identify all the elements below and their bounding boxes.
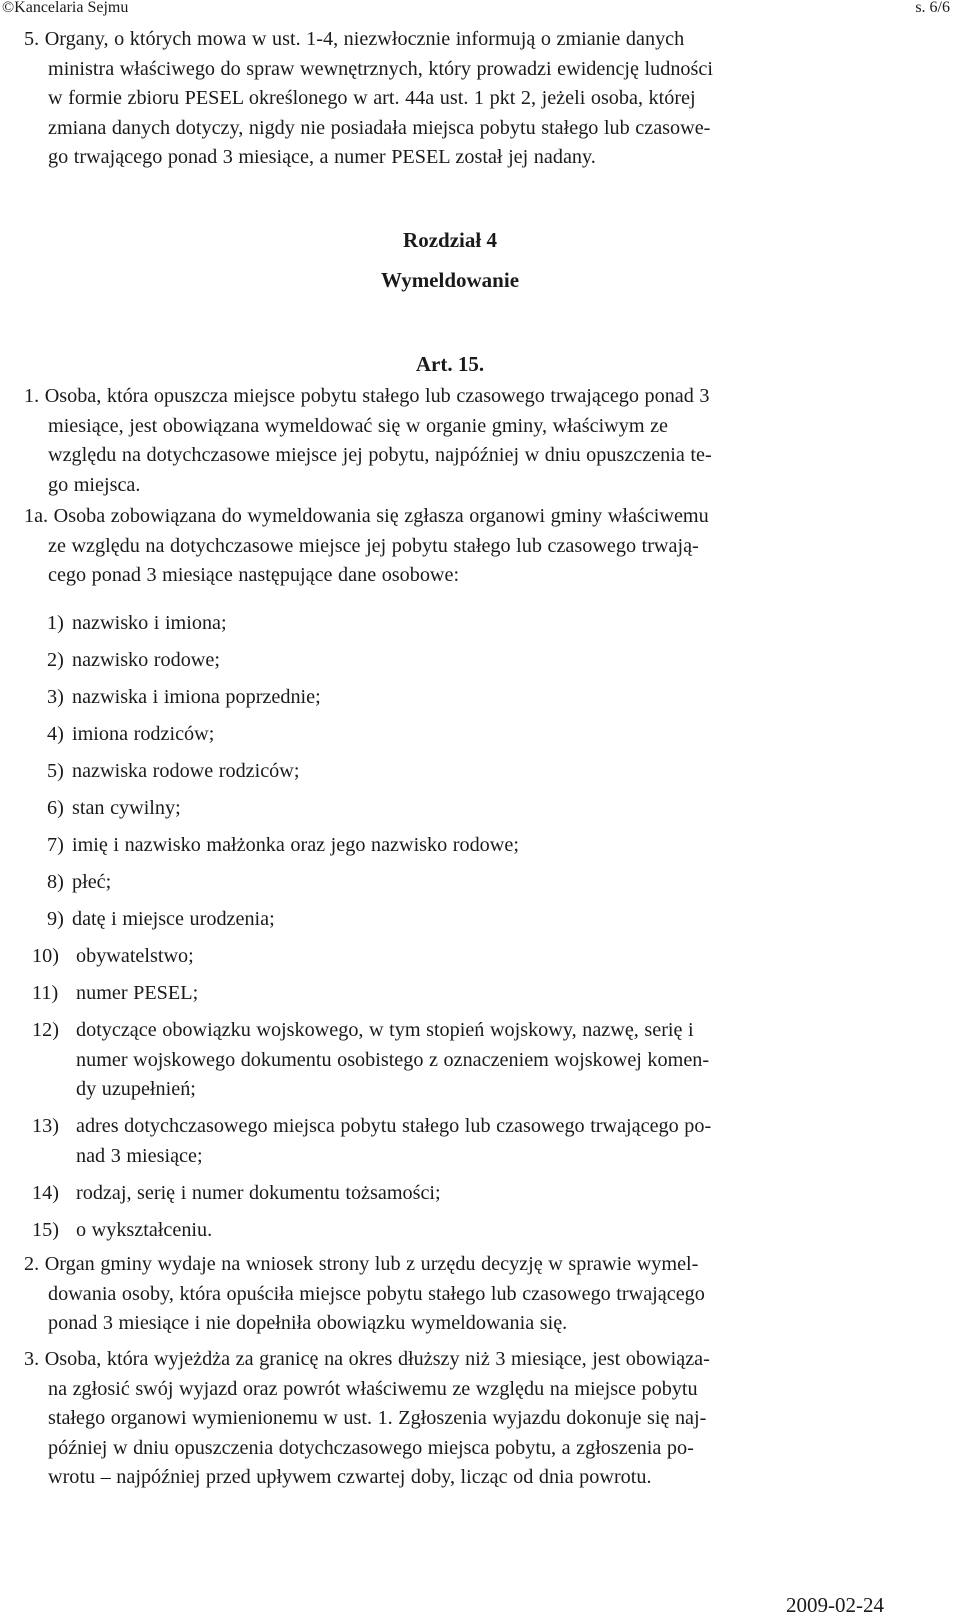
paragraph-5-line-1: 5. Organy, o których mowa w ust. 1-4, niezwłocznie informują o zmianie danych (24, 28, 685, 50)
list-item-text (72, 794, 181, 824)
list-item-line: stan cywilny; (72, 797, 181, 819)
paragraph-1 (24, 382, 884, 500)
list-item-number: 1) (47, 612, 64, 634)
list-item-line: numer wojskowego dokumentu osobistego z oznaczeniem wojskowej komen- (76, 1048, 710, 1071)
paragraph-3-line-2: na zgłosić swój wyjazd oraz powrót właściwemu ze względu na miejsce pobytu (48, 1377, 698, 1400)
list-item-number: 10) (32, 945, 59, 967)
list-item-line: nazwisko i imiona; (72, 612, 227, 634)
paragraph-1a-line-1: 1a. Osoba zobowiązana do wymeldowania się zgłasza organowi gminy właściwemu (24, 505, 709, 527)
list-item-text (76, 1112, 711, 1171)
list-item-number: 13) (32, 1115, 59, 1137)
list-item-text (72, 720, 214, 750)
list-item-line: numer PESEL; (76, 982, 199, 1004)
list-item-number: 14) (32, 1181, 59, 1204)
list-item-text (72, 831, 519, 861)
list-item-number: 5) (47, 760, 64, 782)
chapter-number: Rozdział 4 (403, 228, 497, 252)
list-item-number: 9) (47, 908, 64, 930)
list-item-line: nazwiska i imiona poprzednie; (72, 686, 321, 708)
list-item-text (72, 646, 220, 676)
list-item-number: 15) (32, 1218, 59, 1241)
paragraph-1a-line-3: cego ponad 3 miesiące następujące dane osobowe: (48, 564, 460, 586)
paragraph-3-line-5: wrotu – najpóźniej przed upływem czwartej doby, licząc od dnia powrotu. (48, 1466, 652, 1488)
paragraph-2-line-3: ponad 3 miesiące i nie dopełniła obowiązku wymeldowania się. (48, 1312, 568, 1334)
paragraph-1-line-3: względu na dotychczasowe miejsce jej pobytu, najpóźniej w dniu opuszczenia te- (48, 444, 712, 466)
page-number: s. 6/6 (915, 0, 950, 16)
paragraph-2-line-1: 2. Organ gminy wydaje na wniosek strony lub z urzędu decyzję w sprawie wymel- (24, 1253, 699, 1275)
list-item-line: adres dotychczasowego miejsca pobytu stałego lub czasowego trwającego po- (76, 1115, 712, 1137)
copyright-label: ©Kancelaria Sejmu (2, 0, 129, 16)
list-item-line: imiona rodziców; (72, 723, 215, 745)
paragraph-3-line-4: później w dniu opuszczenia dotychczasowego miejsca pobytu, a zgłoszenia po- (48, 1436, 694, 1459)
list-item-number: 2) (47, 649, 64, 671)
list-item-number: 4) (47, 723, 64, 745)
list-item-line: płeć; (72, 871, 112, 893)
list-item-number: 11) (32, 982, 59, 1004)
paragraph-3 (24, 1345, 884, 1493)
paragraph-5-line-5: go trwającego ponad 3 miesiące, a numer PESEL został jej nadany. (48, 146, 596, 168)
list-item-text (72, 609, 227, 639)
list-item-number: 3) (47, 686, 64, 708)
article-heading: Art. 15. (415, 352, 485, 376)
paragraph-1-line-2: miesiące, jest obowiązana wymeldować się w organie gminy, właściwym ze (48, 414, 669, 437)
list-item-text (76, 1216, 212, 1246)
paragraph-1-line-4: go miejsca. (48, 473, 141, 496)
list-item-line: nazwiska rodowe rodziców; (72, 760, 300, 782)
list-item-number: 8) (47, 871, 64, 893)
list-item-line: datę i miejsce urodzenia; (72, 908, 275, 930)
paragraph-5-line-3: w formie zbioru PESEL określonego w art. 44a ust. 1 pkt 2, jeżeli osoba, której (48, 87, 696, 109)
paragraph-1a (24, 502, 884, 591)
list-item-text (76, 979, 198, 1009)
paragraph-2 (24, 1250, 884, 1339)
list-item-text (72, 683, 321, 713)
list-item-line: dotyczące obowiązku wojskowego, w tym stopień wojskowy, nazwę, serię i (76, 1019, 694, 1041)
list-item-number: 7) (47, 834, 64, 856)
paragraph-5 (24, 25, 884, 173)
paragraph-1-line-1: 1. Osoba, która opuszcza miejsce pobytu stałego lub czasowego trwającego ponad 3 (24, 385, 710, 407)
list-item-line: imię i nazwisko małżonka oraz jego nazwisko rodowe; (72, 834, 519, 856)
list-item-line: o wykształceniu. (76, 1218, 213, 1241)
list-item-line: dy uzupełnień; (76, 1078, 196, 1100)
list-item-text (72, 905, 275, 935)
list-item-line: obywatelstwo; (76, 945, 194, 967)
list-item-line: nazwisko rodowe; (72, 649, 220, 671)
document-date: 2009-02-24 (786, 1593, 884, 1617)
chapter-title: Wymeldowanie (380, 268, 520, 292)
list-item-text (76, 942, 194, 972)
list-item-text (76, 1179, 441, 1209)
list-item-number: 6) (47, 797, 64, 819)
paragraph-2-line-2: dowania osoby, która opuściła miejsce pobytu stałego lub czasowego trwającego (48, 1282, 705, 1305)
list-item-line: rodzaj, serię i numer dokumentu tożsamości; (76, 1181, 441, 1204)
paragraph-5-line-2: ministra właściwego do spraw wewnętrznych, który prowadzi ewidencję ludności (48, 57, 713, 80)
list-item-number: 12) (32, 1019, 59, 1041)
paragraph-3-line-1: 3. Osoba, która wyjeżdża za granicę na okres dłuższy niż 3 miesiące, jest obowiąza- (24, 1348, 710, 1370)
list-item-text (72, 757, 299, 787)
list-item-text (72, 868, 111, 898)
paragraph-1a-line-2: ze względu na dotychczasowe miejsce jej pobytu stałego lub czasowego trwają- (48, 534, 699, 557)
paragraph-5-line-4: zmiana danych dotyczy, nigdy nie posiadała miejsca pobytu stałego lub czasowe- (48, 116, 711, 139)
list-item-text (76, 1016, 709, 1105)
list-item-line: nad 3 miesiące; (76, 1144, 203, 1167)
paragraph-3-line-3: stałego organowi wymienionemu w ust. 1. Zgłoszenia wyjazdu dokonuje się naj- (48, 1407, 707, 1429)
